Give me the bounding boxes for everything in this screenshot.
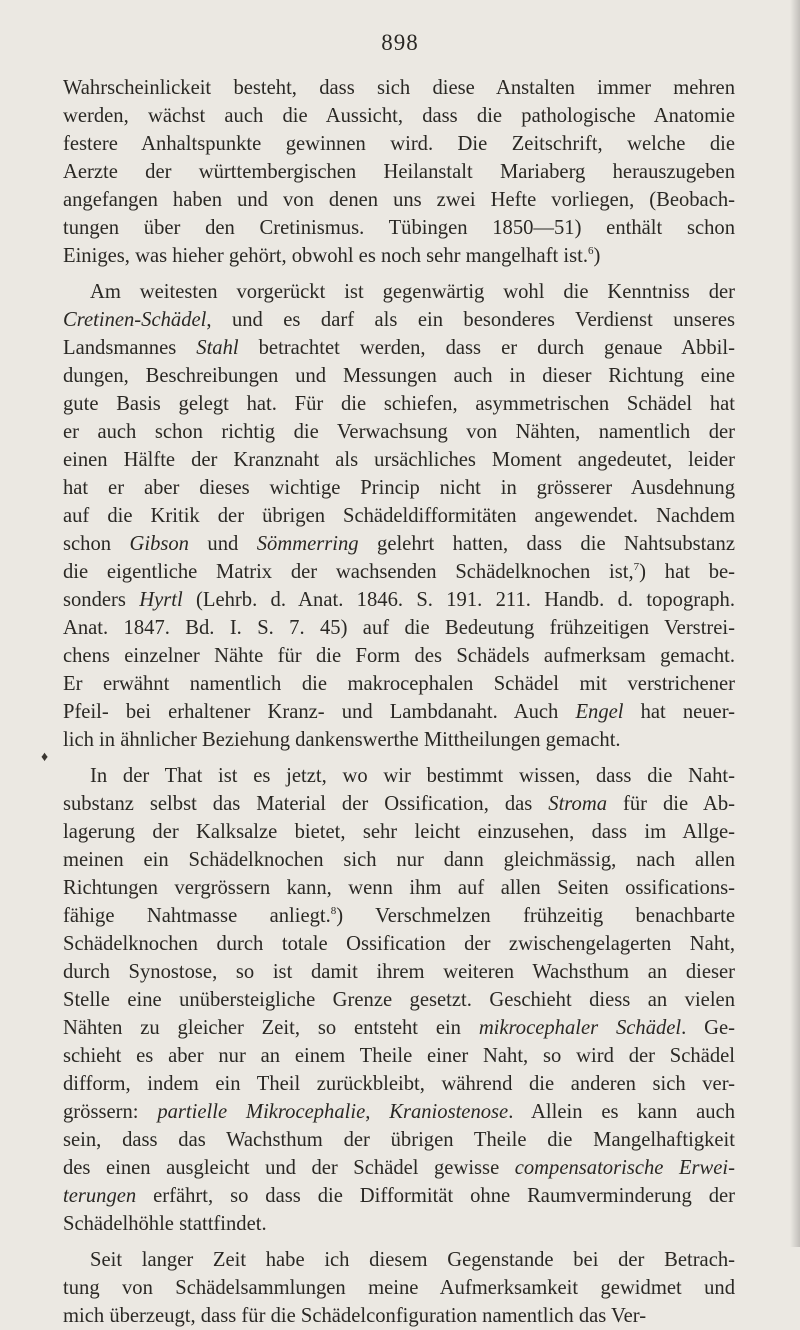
text-run: auf die Kritik der übrigen Schädeldifformitäten angewendet. Nachdem [63, 505, 735, 527]
text-line [63, 614, 735, 642]
text-run: werden, wächst auch die Aussicht, dass die pathologische Anatomie [63, 105, 735, 127]
text-run: Aerzte der württembergischen Heilanstalt Mariaberg herauszugeben [63, 161, 735, 183]
text-run: schieht es aber nur an einem Theile einer Naht, so wird der Schädel [63, 1045, 735, 1067]
italic-name: Sömmerring [256, 533, 359, 555]
text-line [63, 362, 735, 390]
text-line [63, 306, 735, 334]
text-line [63, 1302, 735, 1330]
italic-name: partielle Mikrocephalie, Kraniostenose [157, 1101, 509, 1123]
text-run: . Allein es kann auch [508, 1101, 736, 1123]
text-line [63, 790, 735, 818]
paragraph [63, 278, 735, 754]
text-line [63, 930, 735, 958]
text-run: Richtungen vergrössern kann, wenn ihm auf allen Seiten ossifications- [63, 877, 735, 899]
text-run: schon [63, 533, 130, 555]
text-run: hat neuer- [623, 701, 735, 723]
page-number: 898 [381, 30, 419, 55]
italic-name: Stahl [196, 337, 239, 359]
italic-name: Gibson [129, 533, 189, 555]
italic-name: terungen [63, 1185, 137, 1207]
text-run: Am weitesten vorgerückt ist gegenwärtig wohl die Kenntniss der [90, 281, 735, 303]
text-line [63, 818, 735, 846]
text-line [63, 390, 735, 418]
paragraph [63, 1246, 735, 1330]
text-line [63, 902, 735, 930]
text-run: dungen, Beschreibungen und Messungen auch in dieser Richtung eine [63, 365, 735, 387]
text-run: er auch schon richtig die Verwachsung von Nähten, namentlich der [63, 421, 735, 443]
text-run: ) hat be- [639, 561, 736, 583]
text-run: Einiges, was hieher gehört, obwohl es noch sehr mangelhaft ist. [63, 245, 589, 267]
text-run: erfährt, so dass die Difformität ohne Raumverminderung der [136, 1185, 735, 1207]
text-run: meinen ein Schädelknochen sich nur dann gleichmässig, nach allen [63, 849, 735, 871]
text-run: Pfeil- bei erhaltener Kranz- und Lambdanaht. Auch [63, 701, 576, 723]
text-line [63, 1154, 735, 1182]
text-run: sonders [63, 589, 140, 611]
text-run: chens einzelner Nähte für die Form des Schädels aufmerksam gemacht. [63, 645, 735, 667]
text-line [63, 1210, 735, 1238]
text-run: . Ge- [681, 1017, 735, 1039]
text-line [63, 986, 735, 1014]
text-line [63, 130, 735, 158]
italic-name: Engel [575, 701, 624, 723]
text-run: festere Anhaltspunkte gewinnen wird. Die Zeitschrift, welche die [63, 133, 735, 155]
text-run: gute Basis gelegt hat. Für die schiefen, asymmetrischen Schädel hat [63, 393, 735, 415]
text-run: ) [593, 245, 601, 267]
text-line [63, 446, 735, 474]
text-line [63, 1098, 735, 1126]
text-run: Er erwähnt namentlich die makrocephalen Schädel mit verstrichener [63, 673, 735, 695]
text-run: die eigentliche Matrix der wachsenden Schädelknochen ist, [63, 561, 634, 583]
text-line [63, 102, 735, 130]
text-run: Wahrscheinlickeit besteht, dass sich diese Anstalten immer mehren [63, 77, 735, 99]
text-line [63, 586, 735, 614]
text-line [63, 642, 735, 670]
page-edge-shadow [790, 0, 800, 1247]
text-line [63, 1274, 735, 1302]
text-run: tung von Schädelsammlungen meine Aufmerksamkeit gewidmet und [63, 1277, 735, 1299]
text-line [63, 558, 735, 586]
text-line [63, 186, 735, 214]
footnote-ref: 8 [330, 905, 337, 918]
text-run: tungen über den Cretinismus. Tübingen 1850—51) enthält schon [63, 217, 735, 239]
text-line [63, 474, 735, 502]
text-line [63, 846, 735, 874]
text-line [63, 762, 735, 790]
text-run: Nähten zu gleicher Zeit, so entsteht ein [63, 1017, 479, 1039]
text-line [63, 214, 735, 242]
footnote-ref: 7 [633, 561, 640, 574]
text-run: gelehrt hatten, dass die Nahtsubstanz [358, 533, 735, 555]
text-run: für die Ab- [607, 793, 735, 815]
text-run: einen Hälfte der Kranznaht als ursächliches Moment angedeutet, leider [63, 449, 735, 471]
text-line [63, 698, 735, 726]
paragraph [63, 762, 735, 1238]
italic-name: mikrocephaler Schädel [478, 1017, 682, 1039]
text-run: durch Synostose, so ist damit ihrem weiteren Wachsthum an dieser [63, 961, 735, 983]
body-text [63, 74, 735, 1330]
text-line [63, 1126, 735, 1154]
paragraph [63, 74, 735, 270]
text-line [63, 242, 735, 270]
text-run: Schädelhöhle stattfindet. [63, 1213, 267, 1235]
text-line [63, 334, 735, 362]
text-line [63, 1182, 735, 1210]
italic-name: compensatorische Erwei- [514, 1157, 736, 1179]
text-line [63, 874, 735, 902]
text-run: Stelle eine unübersteigliche Grenze gesetzt. Geschieht diess an vielen [63, 989, 735, 1011]
text-line [63, 1014, 735, 1042]
text-run: Schädelknochen durch totale Ossification der zwischengelagerten Naht, [63, 933, 735, 955]
text-run: lagerung der Kalksalze bietet, sehr leicht einzusehen, dass im Allge- [63, 821, 735, 843]
text-run: mich überzeugt, dass für die Schädelconfiguration namentlich das Ver- [63, 1305, 647, 1327]
text-run: substanz selbst das Material der Ossification, das [63, 793, 549, 815]
text-line [63, 502, 735, 530]
text-line [63, 1246, 735, 1274]
text-run: Seit langer Zeit habe ich diesem Gegenstande bei der Betrach- [90, 1249, 735, 1271]
text-run: Landsmannes [63, 337, 197, 359]
italic-name: Hyrtl [139, 589, 183, 611]
text-line [63, 278, 735, 306]
text-run: , und es darf als ein besonderes Verdienst unseres [206, 309, 735, 331]
text-line [63, 1070, 735, 1098]
text-line [63, 726, 735, 754]
text-run: betrachtet werden, dass er durch genaue Abbil- [238, 337, 735, 359]
footnote-ref: 6 [588, 245, 594, 258]
text-line [63, 1042, 735, 1070]
text-run: angefangen haben und von denen uns zwei Hefte vorliegen, (Beobach- [63, 189, 735, 211]
text-run: grössern: [63, 1101, 158, 1123]
text-run: hat er aber dieses wichtige Princip nicht in grösserer Ausdehnung [63, 477, 735, 499]
text-run: Anat. 1847. Bd. I. S. 7. 45) auf die Bedeutung frühzeitigen Verstrei- [63, 617, 735, 639]
text-line [63, 418, 735, 446]
text-line [63, 670, 735, 698]
text-run: In der That ist es jetzt, wo wir bestimmt wissen, dass die Naht- [90, 765, 735, 787]
italic-name: Stroma [548, 793, 608, 815]
text-line [63, 530, 735, 558]
text-run: des einen ausgleicht und der Schädel gewisse [63, 1157, 515, 1179]
margin-mark: ♦ [41, 750, 49, 765]
text-run: und [188, 533, 257, 555]
text-line [63, 74, 735, 102]
text-run: difform, indem ein Theil zurückbleibt, während die anderen sich ver- [63, 1073, 735, 1095]
text-line [63, 958, 735, 986]
italic-name: Cretinen-Schädel [63, 309, 207, 331]
text-run: sein, dass das Wachsthum der übrigen Theile die Mangelhaftigkeit [63, 1129, 735, 1151]
text-run: ) Verschmelzen frühzeitig benachbarte [336, 905, 735, 927]
text-run: (Lehrb. d. Anat. 1846. S. 191. 211. Handb. d. topograph. [182, 589, 735, 611]
text-line [63, 158, 735, 186]
text-run: fähige Nahtmasse anliegt. [63, 905, 331, 927]
text-run: lich in ähnlicher Beziehung dankenswerthe Mittheilungen gemacht. [63, 729, 621, 751]
